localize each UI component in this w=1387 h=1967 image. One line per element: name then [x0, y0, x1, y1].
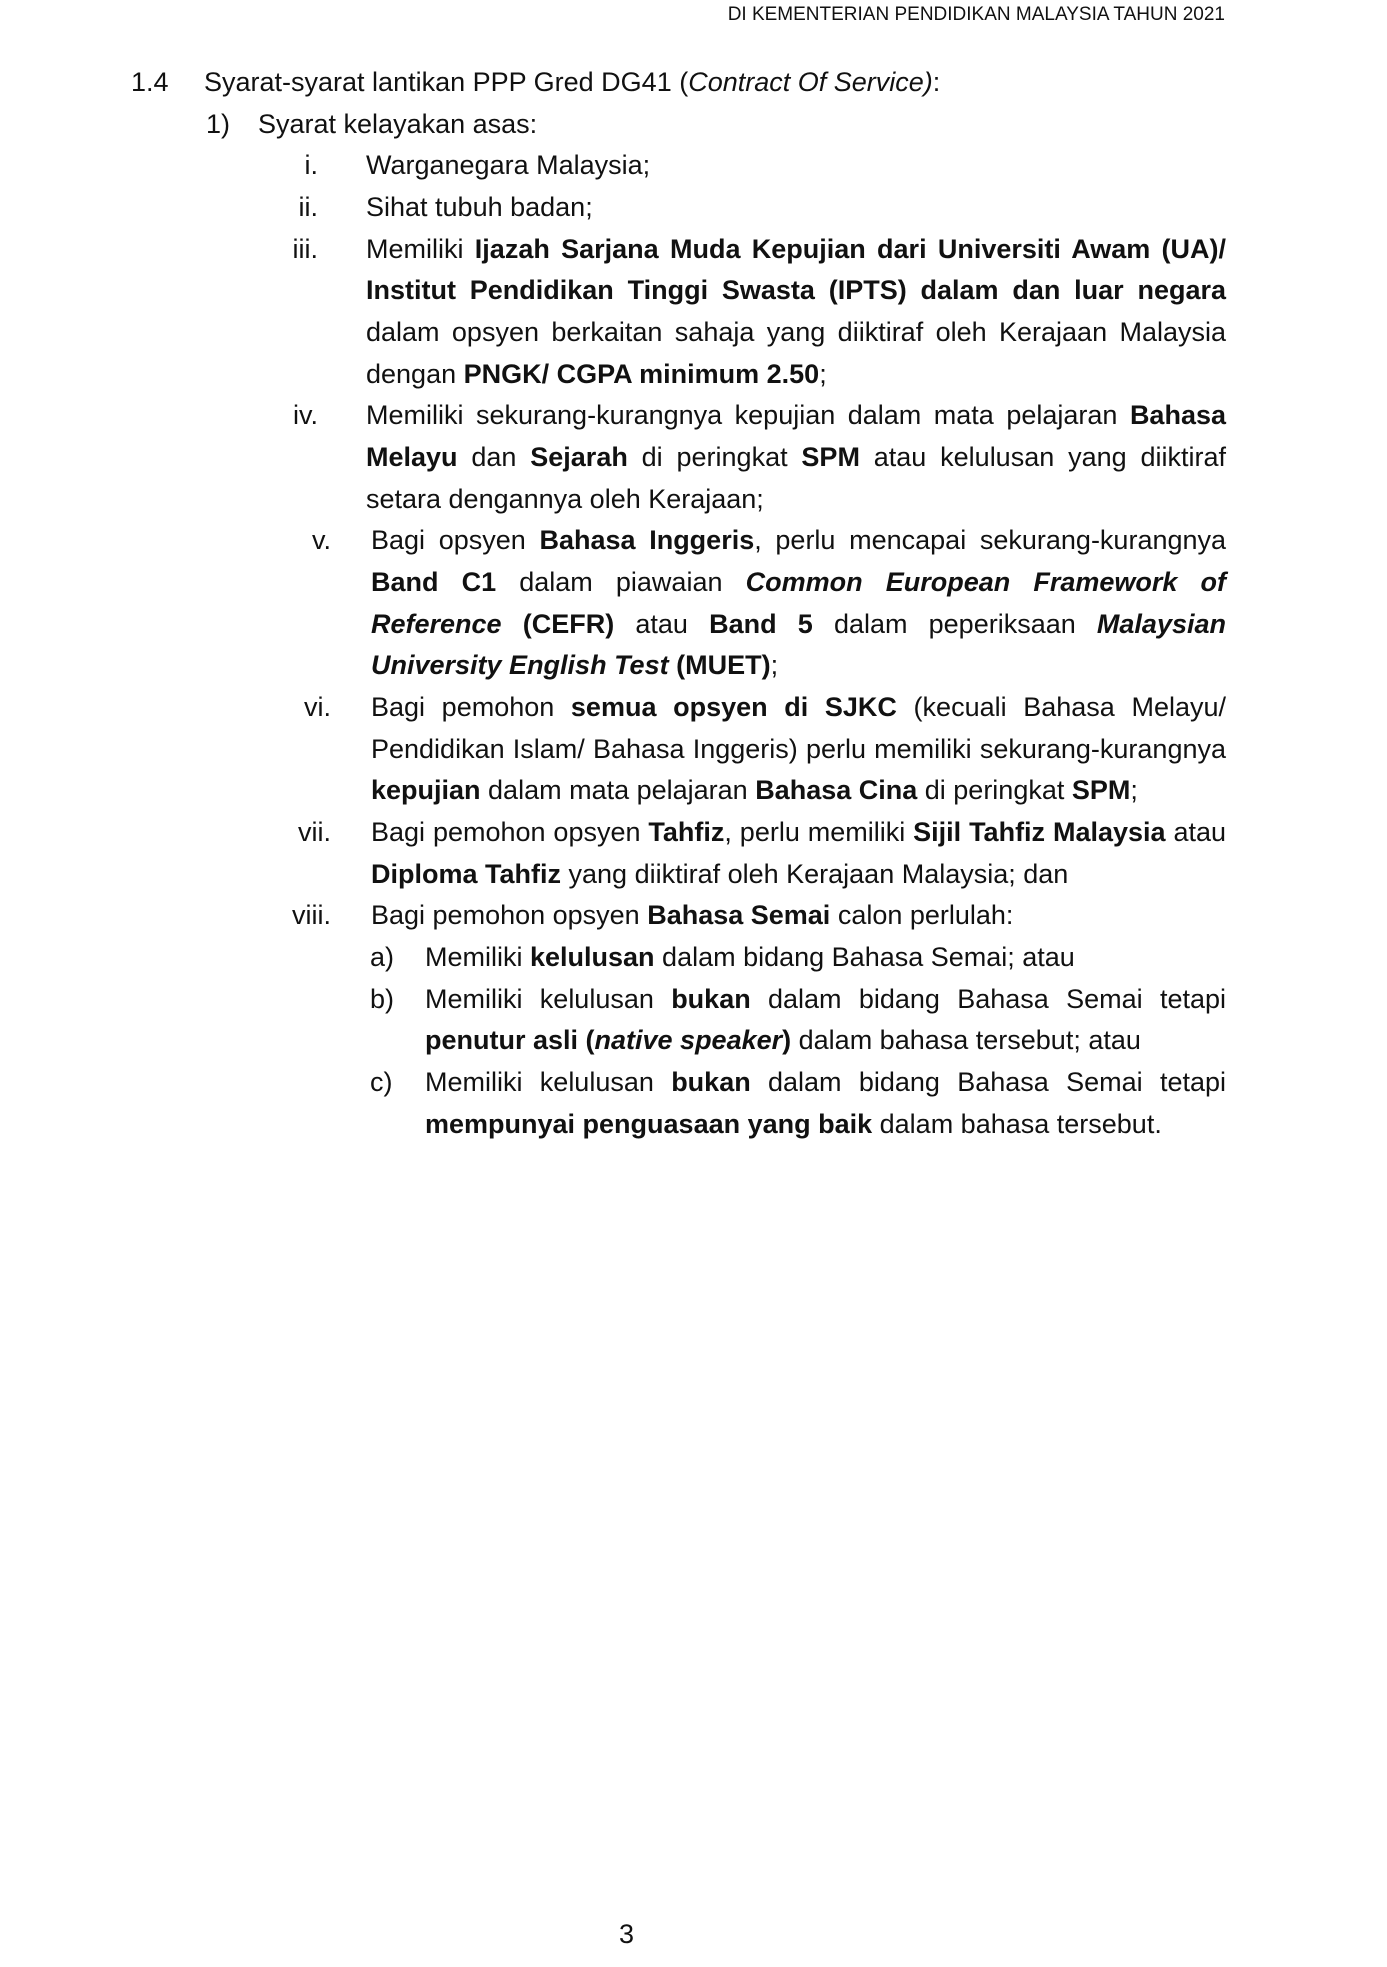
text-run: ; — [770, 650, 779, 681]
text-run: ; — [1130, 775, 1138, 806]
text-run: , perlu mencapai sekurang-kurangnya — [754, 525, 1227, 556]
section-heading — [0, 62, 1387, 104]
list-item-text — [371, 895, 1226, 937]
list-item-label: vi. — [304, 692, 331, 723]
list-item-label: vii. — [298, 817, 331, 848]
list-item-viii — [0, 895, 1387, 937]
list-item-iv — [0, 395, 1387, 520]
sub-item-b — [0, 979, 1387, 1062]
sub-item-label: b) — [370, 983, 395, 1014]
text-run — [669, 650, 677, 680]
text-run: atau — [1165, 817, 1226, 848]
subsection-heading — [0, 104, 1387, 146]
text-run: dalam bidang Bahasa Semai tetapi — [750, 1067, 1226, 1098]
bold-run: Ijazah Sarjana Muda Kepujian dari Universiti Awam (UA)/ Institut Pendidikan Tinggi Swasta (IPTS) dalam dan luar negara — [366, 233, 1226, 306]
list-item-label: iii. — [292, 233, 318, 264]
subsection-title: Syarat kelayakan asas: — [258, 108, 538, 139]
sub-item-text — [425, 1062, 1226, 1145]
sub-item-c — [0, 1062, 1387, 1145]
list-item-v — [0, 520, 1387, 687]
text-run: Memiliki kelulusan — [425, 983, 672, 1014]
list-item-vii — [0, 812, 1387, 895]
text-run — [502, 609, 523, 639]
document-body — [0, 62, 1387, 1145]
text-run: Bagi opsyen — [371, 525, 540, 556]
sub-item-text — [425, 937, 1226, 979]
text-run: dalam bahasa tersebut. — [872, 1108, 1162, 1139]
text-run: atau kelulusan yang diiktiraf setara dengannya oleh Kerajaan; — [366, 442, 1226, 514]
bold-run: Bahasa Semai — [647, 900, 831, 931]
text-run: (kecuali Bahasa Melayu/ Pendidikan Islam/ Bahasa Inggeris) perlu memiliki sekurang-kurangnya — [371, 692, 1226, 764]
bold-run: kepujian — [371, 775, 481, 806]
list-item-text — [371, 687, 1226, 812]
bold-run: penutur asli ( — [425, 1025, 595, 1056]
subsection-number: 1) — [206, 108, 231, 139]
section-title-main: Syarat-syarat lantikan PPP Gred DG41 ( — [204, 67, 689, 97]
sub-item-label: c) — [370, 1067, 393, 1098]
list-item-label: v. — [312, 525, 331, 556]
list-item-text — [366, 229, 1226, 396]
list-item-i — [0, 145, 1387, 187]
bold-run: ) — [782, 1025, 792, 1056]
bold-run: Band C1 — [371, 567, 497, 598]
text-run: , perlu memiliki — [724, 817, 914, 848]
text-run: dalam bidang Bahasa Semai; atau — [654, 942, 1075, 973]
list-item-label: viii. — [292, 900, 331, 931]
bold-run: (MUET) — [676, 650, 771, 681]
section-title — [204, 62, 1226, 104]
bold-run: mempunyai penguasaan yang baik — [425, 1108, 873, 1139]
text-run: dalam bahasa tersebut; atau — [791, 1025, 1141, 1056]
list-item-text: Sihat tubuh badan; — [366, 192, 593, 223]
bold-run: bukan — [671, 983, 751, 1014]
text-run: di peringkat — [917, 775, 1072, 806]
bold-run: Band 5 — [709, 608, 813, 639]
text-run: ; — [819, 358, 827, 389]
page-number: 3 — [619, 1919, 635, 1949]
sub-item-text — [425, 979, 1226, 1062]
bold-run: bukan — [671, 1067, 751, 1098]
text-run: dalam bidang Bahasa Semai tetapi — [750, 983, 1226, 1014]
list-item-text — [366, 395, 1226, 520]
bold-run: semua opsyen di SJKC — [570, 692, 897, 723]
bold-run: kelulusan — [530, 942, 655, 973]
sub-item-a — [0, 937, 1387, 979]
section-number: 1.4 — [131, 67, 169, 97]
bold-run: (CEFR) — [522, 608, 615, 639]
list-item-label: i. — [304, 150, 318, 181]
bold-run: Bahasa Melayu — [366, 400, 1226, 473]
text-run: Memiliki — [366, 233, 475, 264]
list-item-text — [371, 520, 1226, 687]
bold-run: Tahfiz — [648, 817, 725, 848]
text-run: Memiliki sekurang-kurangnya kepujian dalam mata pelajaran — [366, 400, 1130, 431]
bold-italic-run: native speaker — [594, 1025, 783, 1056]
section-title-italic: Contract Of Service) — [688, 67, 933, 97]
list-item-text — [371, 812, 1226, 895]
bold-run: SPM — [801, 442, 860, 473]
bold-run: SPM — [1071, 775, 1131, 806]
list-item-text: Warganegara Malaysia; — [366, 150, 651, 181]
text-run: Bagi pemohon opsyen — [371, 900, 648, 931]
list-item-iii — [0, 229, 1387, 396]
bold-run: Diploma Tahfiz — [371, 858, 562, 889]
bold-italic-run: Malaysian University English Test — [371, 608, 1226, 681]
text-run: Bagi pemohon — [371, 692, 571, 723]
text-run: dalam mata pelajaran — [480, 775, 756, 806]
bold-run: PNGK/ CGPA minimum 2.50 — [463, 358, 820, 389]
section-title-end: : — [932, 67, 941, 97]
text-run: Bagi pemohon opsyen — [371, 817, 649, 848]
bold-run: Bahasa Cina — [755, 775, 918, 806]
bold-italic-run: Common European Framework of Reference — [371, 567, 1226, 639]
list-item-label: iv. — [293, 400, 318, 431]
list-item-ii — [0, 187, 1387, 229]
running-header: DI KEMENTERIAN PENDIDIKAN MALAYSIA TAHUN 2021 — [727, 4, 1225, 25]
text-run: dalam piawaian — [496, 567, 746, 598]
text-run: atau — [614, 608, 710, 639]
text-run: calon perlulah: — [830, 900, 1014, 931]
bold-run: Bahasa Inggeris — [539, 525, 755, 556]
sub-item-label: a) — [370, 942, 395, 973]
text-run: dalam opsyen berkaitan sahaja yang diiktiraf oleh Kerajaan Malaysia dengan — [366, 317, 1226, 389]
list-item-label: ii. — [298, 192, 318, 223]
text-run: dan — [457, 442, 531, 473]
list-item-vi — [0, 687, 1387, 812]
bold-run: Sijil Tahfiz Malaysia — [913, 817, 1166, 848]
text-run: dalam peperiksaan — [812, 608, 1097, 639]
text-run: yang diiktiraf oleh Kerajaan Malaysia; dan — [561, 858, 1069, 889]
text-run: Memiliki kelulusan — [425, 1067, 672, 1098]
text-run: di peringkat — [627, 442, 802, 473]
bold-run: Sejarah — [530, 442, 628, 473]
text-run: Memiliki — [425, 942, 530, 973]
